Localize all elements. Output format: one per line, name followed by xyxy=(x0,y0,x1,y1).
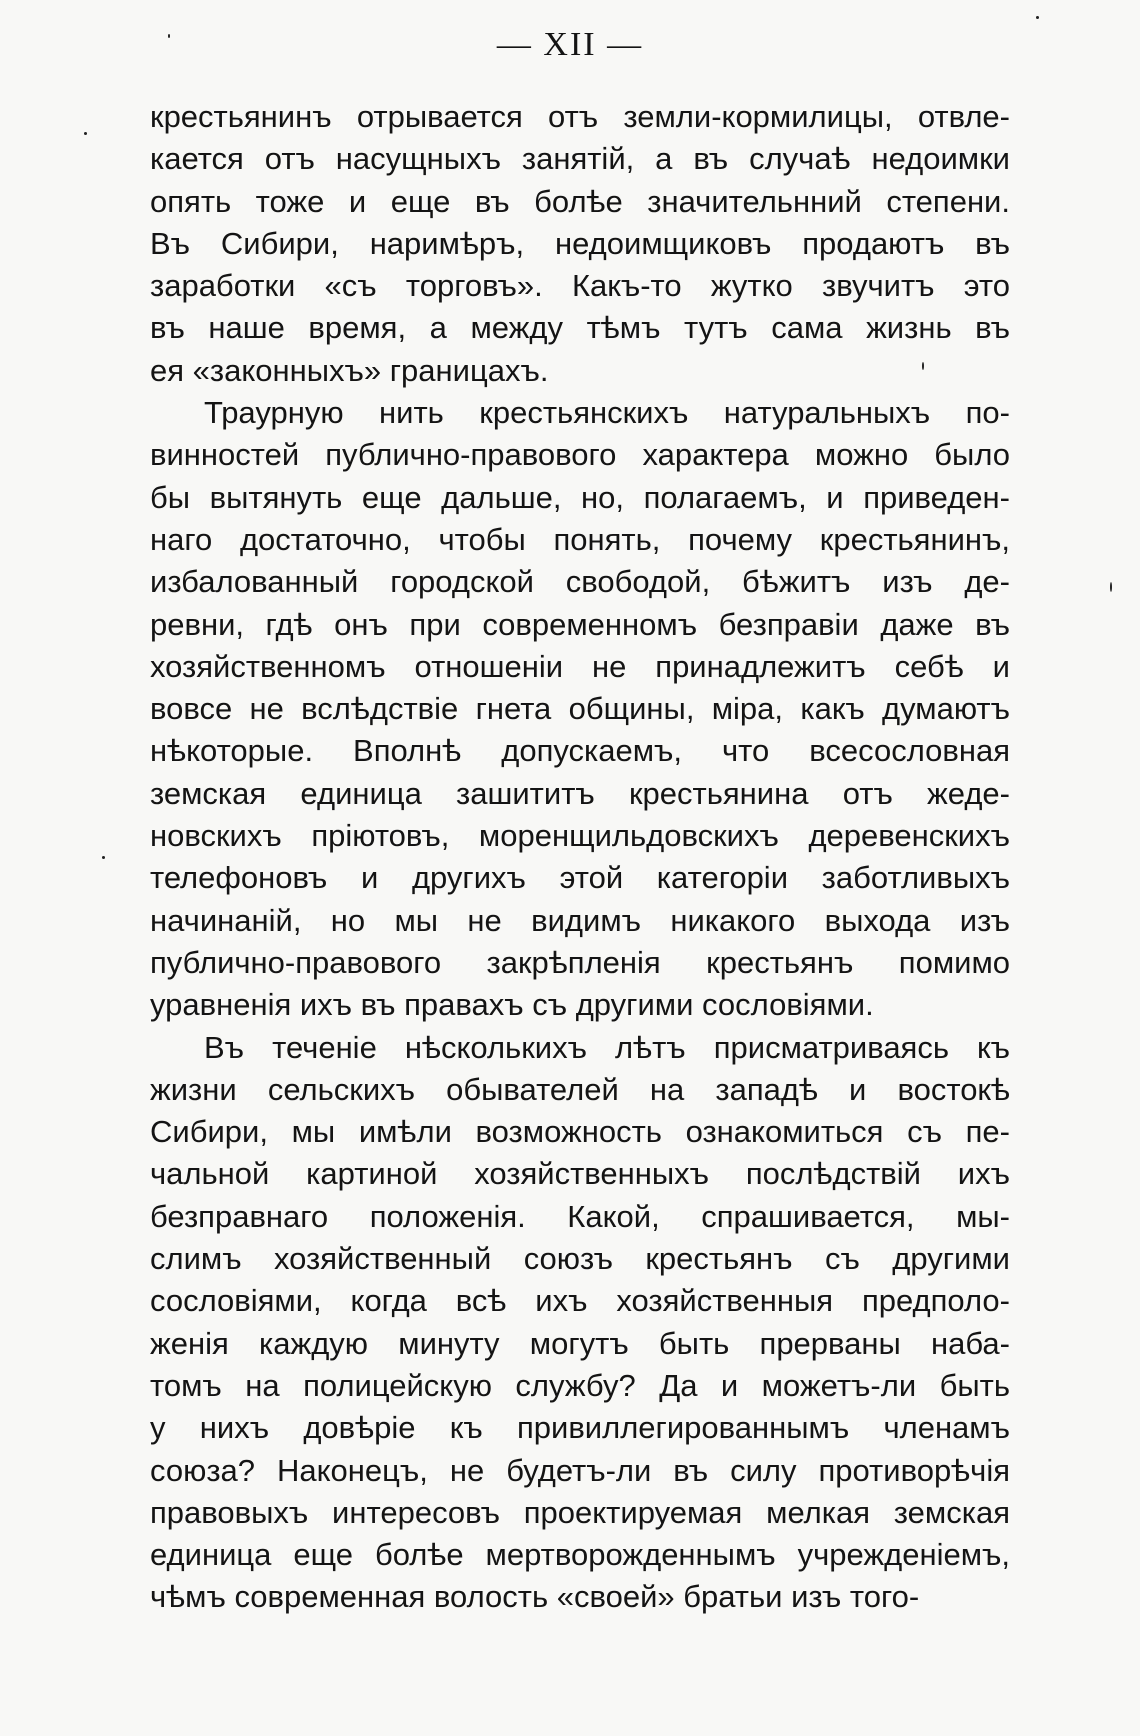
text-line: слимъ хозяйственный союзъ крестьянъ съ другими xyxy=(150,1241,1010,1277)
text-line: новскихъ пріютовъ, моренщильдовскихъ деревенскихъ xyxy=(150,818,1010,854)
text-line: кается отъ насущныхъ занятій, а въ случаѣ недоимки xyxy=(150,141,1010,177)
text-line: земская единица зашититъ крестьянина отъ жеде- xyxy=(150,775,1010,811)
text-line: союза? Наконецъ, не будетъ-ли въ силу противорѣчія xyxy=(150,1452,1010,1488)
text-line: опять тоже и еще въ болѣе значительнний степени. xyxy=(150,183,1010,219)
scan-speck xyxy=(1036,16,1039,19)
paragraph xyxy=(150,1027,1010,1619)
text-line: телефоновъ и другихъ этой категоріи заботливыхъ xyxy=(150,860,1010,896)
page-number: — XII — xyxy=(496,26,644,63)
text-line: Сибири, мы имѣли возможность ознакомиться съ пе- xyxy=(150,1114,1010,1150)
scan-speck xyxy=(84,132,87,135)
text-line: женія каждую минуту могутъ быть прерваны наба- xyxy=(150,1325,1010,1361)
text-line: томъ на полицейскую службу? Да и можетъ-ли быть xyxy=(150,1367,1010,1403)
text-line: у нихъ довѣріе къ привиллегированнымъ членамъ xyxy=(150,1410,1010,1446)
text-line: въ наше время, а между тѣмъ тутъ сама жизнь въ xyxy=(150,310,1010,346)
text-line: публично-правового закрѣпленія крестьянъ помимо xyxy=(150,944,1010,980)
text-line: ея «законныхъ» границахъ. xyxy=(150,352,549,388)
body-text xyxy=(150,96,1010,1619)
paragraph xyxy=(150,96,1010,392)
text-line: вовсе не вслѣдствіе гнета общины, міра, какъ думаютъ xyxy=(150,691,1010,727)
text-line: безправнаго положенія. Какой, спрашивается, мы- xyxy=(150,1198,1010,1234)
scan-speck xyxy=(168,34,170,38)
text-line: бы вытянуть еще дальше, но, полагаемъ, и приведен- xyxy=(150,479,1010,515)
text-line: жизни сельскихъ обывателей на западѣ и востокѣ xyxy=(150,1071,1010,1107)
text-line: правовыхъ интересовъ проектируемая мелкая земская xyxy=(150,1494,1010,1530)
text-line: сословіями, когда всѣ ихъ хозяйственныя предполо- xyxy=(150,1283,1010,1319)
scan-speck xyxy=(1110,582,1112,592)
text-line: Въ Сибири, наримѣръ, недоимщиковъ продаютъ въ xyxy=(150,225,1010,261)
text-line: винностей публично-правового характера можно было xyxy=(150,437,1010,473)
text-line: нѣкоторые. Вполнѣ допускаемъ, что всесословная xyxy=(150,733,1010,769)
text-line: Траурную нить крестьянскихъ натуральныхъ по- xyxy=(204,395,1010,431)
text-line: единица еще болѣе мертворожденнымъ учрежденіемъ, xyxy=(150,1537,1010,1573)
text-line: Въ теченіе нѣсколькихъ лѣтъ присматриваясь къ xyxy=(204,1029,1010,1065)
text-line: хозяйственномъ отношеніи не принадлежитъ себѣ и xyxy=(150,648,1010,684)
scan-speck xyxy=(922,362,924,370)
text-line: начинаній, но мы не видимъ никакого выхода изъ xyxy=(150,902,1010,938)
text-line: уравненія ихъ въ правахъ съ другими сословіями. xyxy=(150,987,874,1023)
text-line: крестьянинъ отрывается отъ земли-кормилицы, отвле- xyxy=(150,99,1010,134)
text-line: чальной картиной хозяйственныхъ послѣдствій ихъ xyxy=(150,1156,1010,1192)
scan-speck xyxy=(102,856,105,859)
text-line: наго достаточно, чтобы понять, почему крестьянинъ, xyxy=(150,521,1010,557)
text-line: ревни, гдѣ онъ при современномъ безправіи даже въ xyxy=(150,606,1010,642)
text-line: заработки «съ торговъ». Какъ-то жутко звучитъ это xyxy=(150,268,1010,304)
text-line: избалованный городской свободой, бѣжитъ изъ де- xyxy=(150,564,1010,600)
text-line: чѣмъ современная волость «своей» братьи изъ того- xyxy=(150,1579,920,1615)
paragraph xyxy=(150,392,1010,1026)
